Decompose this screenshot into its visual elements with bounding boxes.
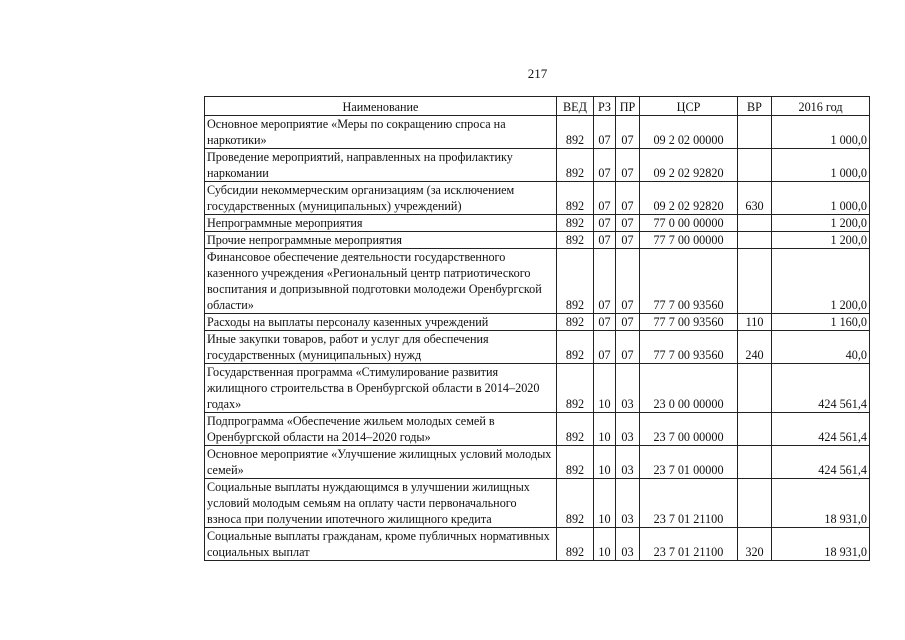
table-row [205,364,870,413]
cell-amount: 1 000,0 [772,182,870,215]
cell-name: Социальные выплаты гражданам, кроме публичных нормативных социальных выплат [205,528,557,561]
cell-rz: 07 [594,149,616,182]
table-row [205,528,870,561]
cell-vr: 110 [738,314,772,331]
table-row [205,331,870,364]
cell-ved: 892 [557,215,594,232]
header-csr: ЦСР [640,97,738,116]
budget-table [204,96,870,561]
header-vr: ВР [738,97,772,116]
cell-name: Социальные выплаты нуждающимся в улучшении жилищных условий молодым семьям на оплату части первоначального взноса при получении ипотечного жилищного кредита [205,479,557,528]
header-ved: ВЕД [557,97,594,116]
cell-pr: 03 [616,528,640,561]
cell-pr: 07 [616,116,640,149]
cell-rz: 07 [594,331,616,364]
cell-vr: 320 [738,528,772,561]
cell-ved: 892 [557,232,594,249]
cell-csr: 09 2 02 00000 [640,116,738,149]
cell-vr [738,479,772,528]
cell-amount: 424 561,4 [772,364,870,413]
cell-amount: 1 200,0 [772,232,870,249]
cell-rz: 10 [594,413,616,446]
cell-ved: 892 [557,446,594,479]
header-year: 2016 год [772,97,870,116]
cell-pr: 07 [616,232,640,249]
table-body [205,116,870,561]
table-row [205,182,870,215]
cell-name: Государственная программа «Стимулирование развития жилищного строительства в Оренбургской области в 2014–2020 годах» [205,364,557,413]
table-row [205,149,870,182]
cell-csr: 77 7 00 93560 [640,314,738,331]
cell-amount: 1 200,0 [772,215,870,232]
cell-rz: 10 [594,446,616,479]
cell-vr [738,116,772,149]
cell-vr [738,149,772,182]
cell-name: Основное мероприятие «Меры по сокращению спроса на наркотики» [205,116,557,149]
cell-csr: 23 7 01 21100 [640,528,738,561]
cell-ved: 892 [557,331,594,364]
cell-name: Иные закупки товаров, работ и услуг для обеспечения государственных (муниципальных) нужд [205,331,557,364]
cell-name: Непрограммные мероприятия [205,215,557,232]
cell-pr: 03 [616,364,640,413]
cell-vr [738,364,772,413]
cell-pr: 07 [616,249,640,314]
header-rz: РЗ [594,97,616,116]
cell-amount: 18 931,0 [772,479,870,528]
cell-vr: 240 [738,331,772,364]
cell-vr: 630 [738,182,772,215]
cell-name: Основное мероприятие «Улучшение жилищных условий молодых семей» [205,446,557,479]
cell-csr: 09 2 02 92820 [640,149,738,182]
cell-pr: 07 [616,215,640,232]
cell-vr [738,215,772,232]
table-row [205,314,870,331]
cell-csr: 23 7 01 00000 [640,446,738,479]
cell-csr: 77 7 00 93560 [640,331,738,364]
cell-rz: 07 [594,249,616,314]
cell-rz: 07 [594,215,616,232]
cell-rz: 07 [594,232,616,249]
cell-amount: 424 561,4 [772,446,870,479]
cell-ved: 892 [557,249,594,314]
cell-name: Субсидии некоммерческим организациям (за исключением государственных (муниципальных) учреждений) [205,182,557,215]
cell-ved: 892 [557,116,594,149]
cell-ved: 892 [557,314,594,331]
cell-pr: 07 [616,314,640,331]
cell-ved: 892 [557,364,594,413]
cell-amount: 1 200,0 [772,249,870,314]
cell-rz: 07 [594,116,616,149]
cell-name: Проведение мероприятий, направленных на профилактику наркомании [205,149,557,182]
table-row [205,116,870,149]
cell-ved: 892 [557,528,594,561]
cell-vr [738,249,772,314]
page-number: 217 [527,66,548,81]
header-name: Наименование [205,97,557,116]
cell-rz: 10 [594,479,616,528]
cell-rz: 07 [594,314,616,331]
cell-csr: 09 2 02 92820 [640,182,738,215]
cell-ved: 892 [557,182,594,215]
cell-csr: 23 7 01 21100 [640,479,738,528]
table-header-row [205,97,870,116]
table-row [205,249,870,314]
table-row [205,479,870,528]
cell-pr: 03 [616,413,640,446]
cell-amount: 1 160,0 [772,314,870,331]
cell-ved: 892 [557,149,594,182]
cell-csr: 77 7 00 00000 [640,232,738,249]
cell-amount: 1 000,0 [772,149,870,182]
cell-amount: 424 561,4 [772,413,870,446]
cell-pr: 07 [616,331,640,364]
table-row [205,413,870,446]
cell-vr [738,446,772,479]
cell-rz: 10 [594,528,616,561]
cell-name: Подпрограмма «Обеспечение жильем молодых семей в Оренбургской области на 2014–2020 годы» [205,413,557,446]
cell-name: Расходы на выплаты персоналу казенных учреждений [205,314,557,331]
table-row [205,446,870,479]
cell-csr: 23 0 00 00000 [640,364,738,413]
cell-name: Финансовое обеспечение деятельности государственного казенного учреждения «Региональный центр патриотического воспитания и допризывной подготовки молодежи Оренбургской области» [205,249,557,314]
cell-amount: 1 000,0 [772,116,870,149]
cell-name: Прочие непрограммные мероприятия [205,232,557,249]
cell-csr: 77 7 00 93560 [640,249,738,314]
cell-rz: 10 [594,364,616,413]
cell-vr [738,413,772,446]
cell-rz: 07 [594,182,616,215]
cell-pr: 07 [616,182,640,215]
cell-ved: 892 [557,413,594,446]
cell-amount: 18 931,0 [772,528,870,561]
cell-amount: 40,0 [772,331,870,364]
header-pr: ПР [616,97,640,116]
cell-csr: 23 7 00 00000 [640,413,738,446]
cell-vr [738,232,772,249]
cell-ved: 892 [557,479,594,528]
table-row [205,215,870,232]
cell-pr: 03 [616,446,640,479]
cell-pr: 07 [616,149,640,182]
cell-csr: 77 0 00 00000 [640,215,738,232]
table-row [205,232,870,249]
cell-pr: 03 [616,479,640,528]
